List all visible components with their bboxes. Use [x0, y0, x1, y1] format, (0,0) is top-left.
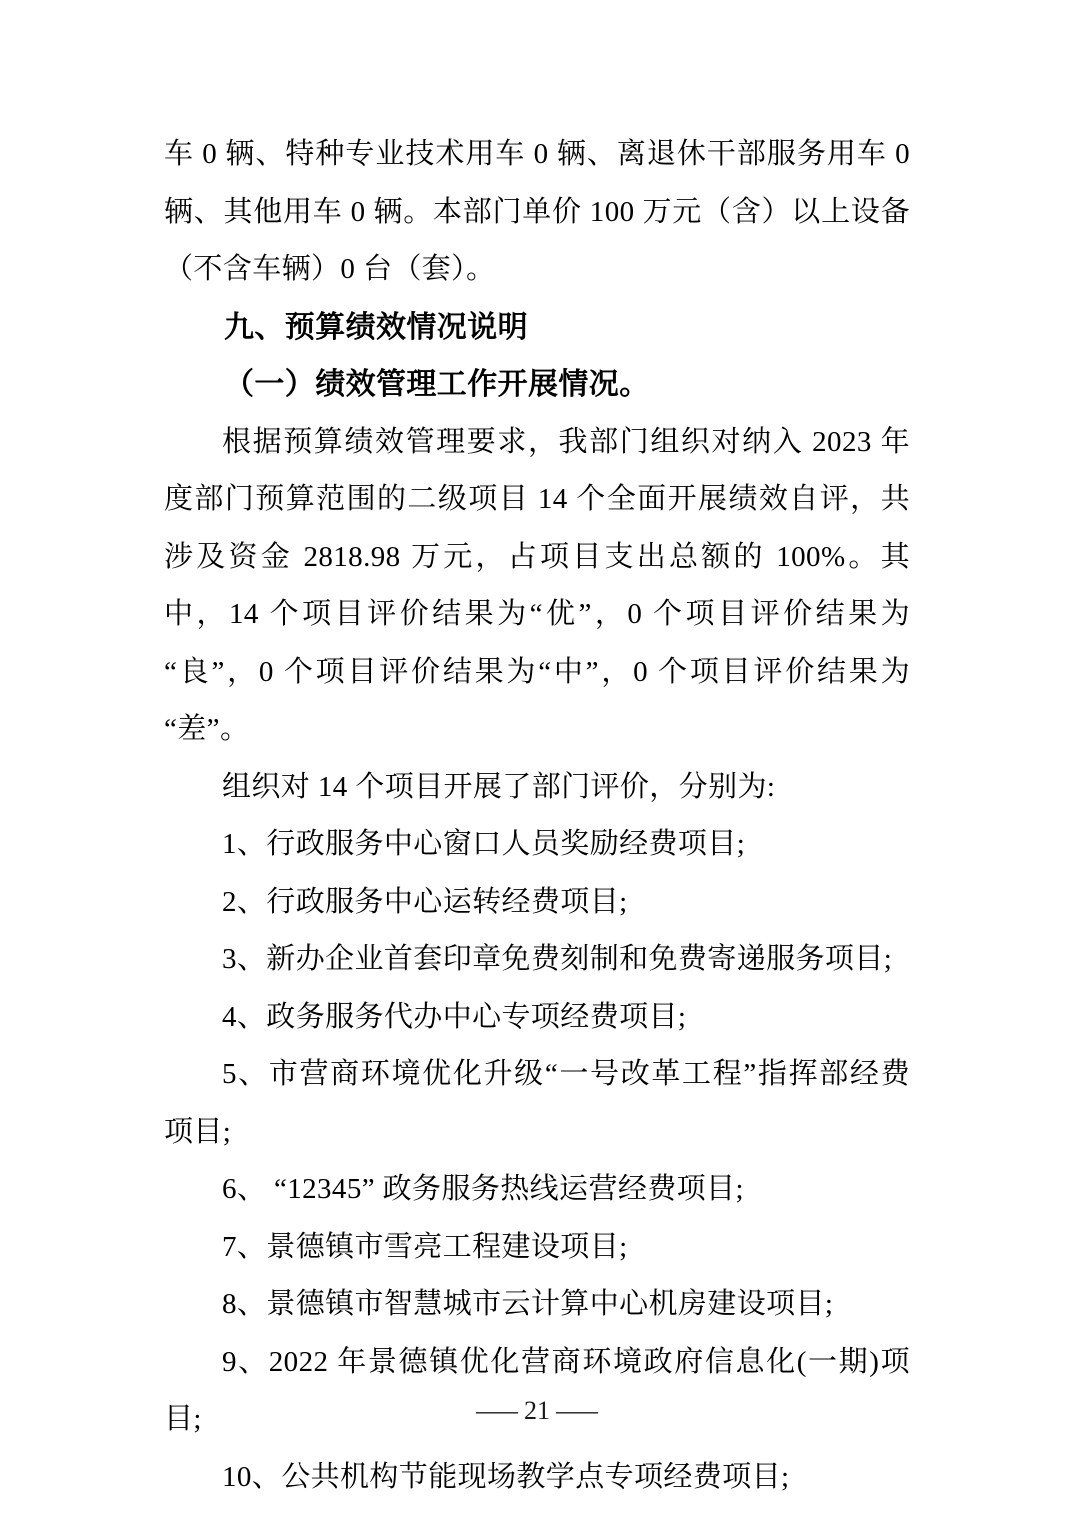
heading-subsection-one: （一）绩效管理工作开展情况。 [224, 368, 650, 401]
page-footer [0, 1396, 1074, 1426]
list-item-6: 6、 “12345” 政务服务热线运营经费项目; [222, 1173, 744, 1205]
list-item-7: 7、景德镇市雪亮工程建设项目; [222, 1230, 628, 1263]
list-item-8: 8、景德镇市智慧城市云计算中心机房建设项目; [222, 1288, 834, 1320]
list-item-10: 10、公共机构节能现场教学点专项经费项目; [222, 1460, 790, 1493]
list-item-1: 1、行政服务中心窗口人员奖励经费项目; [222, 828, 746, 860]
para-performance-self-evaluation: 根据预算绩效管理要求，我部门组织对纳入 2023 年度部门预算范围的二级项目 14 个全面开展绩效自评，共涉及资金 2818.98 万元，占项目支出总额的 100%。其中，14 个项目评价结果为“优”，0 个项目评价结果为“良”，0 个项目评价结果为“中”，0 个项目评价结果为“差”。 [164, 425, 910, 745]
list-item-2: 2、行政服务中心运转经费项目; [222, 885, 628, 918]
document-body [164, 126, 910, 1506]
list-item-4: 4、政务服务代办中心专项经费项目; [222, 1000, 687, 1033]
para-department-evaluation-intro: 组织对 14 个项目开展了部门评价，分别为: [222, 770, 776, 803]
heading-section-nine: 九、预算绩效情况说明 [224, 310, 528, 344]
page-number: 21 [524, 1396, 550, 1425]
list-item-9: 9、2022 年景德镇优化营商环境政府信息化(一期)项目; [164, 1345, 910, 1435]
para-vehicles-continued: 车 0 辆、特种专业技术用车 0 辆、离退休干部服务用车 0 辆、其他用车 0 辆。本部门单价 100 万元（含）以上设备（不含车辆）0 台（套）。 [164, 138, 910, 285]
list-item-5: 5、市营商环境优化升级“一号改革工程”指挥部经费项目; [164, 1058, 910, 1148]
footer-dash-left: — [476, 1396, 518, 1425]
footer-dash-right: — [556, 1396, 598, 1425]
list-item-3: 3、新办企业首套印章免费刻制和免费寄递服务项目; [222, 943, 893, 975]
